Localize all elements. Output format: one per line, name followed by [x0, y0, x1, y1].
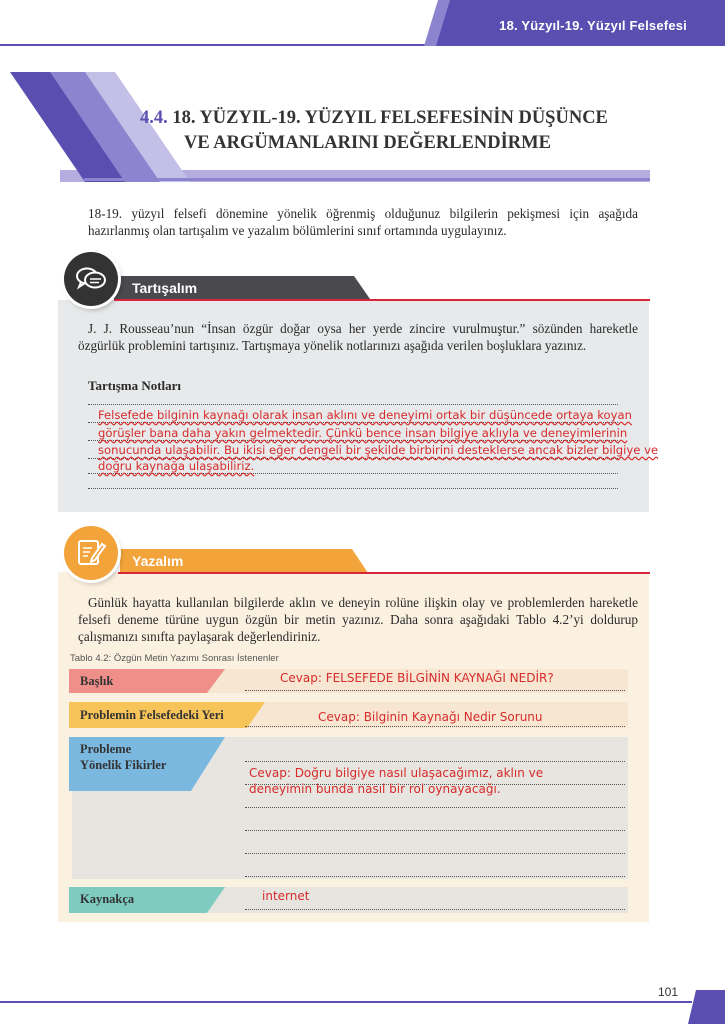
ideas-label-line1: Probleme — [80, 742, 132, 756]
section-title-line1: 18. YÜZYIL-19. YÜZYIL FELSEFESİNİN DÜŞÜNCE — [172, 108, 608, 128]
answer-line — [245, 761, 625, 762]
writing-badge — [64, 526, 118, 580]
writing-prompt: Günlük hayatta kullanılan bilgilerde aklın ve deneyin rolüne ilişkin olay ve problemlerden hareketle felsefi deneme türüne uygun özgün bir metin yazınız. Daha sonra aşağıdaki Tablo 4.2’yi doldurup çalışmanızı sınıfta paylaşarak değerlendiriniz. — [78, 595, 638, 644]
handwritten-note-line: Felsefede bilginin kaynağı olarak insan aklını ve deneyimi ortak bir düşüncede ortaya koyan — [98, 408, 632, 422]
answer-line — [245, 909, 625, 910]
discussion-badge — [64, 252, 118, 306]
ideas-label-line2: Yönelik Fikirler — [80, 758, 167, 772]
answer-line — [245, 876, 625, 877]
discussion-divider — [114, 299, 650, 301]
intro-paragraph: 18-19. yüzyıl felsefi dönemine yönelik öğrenmiş olduğunuz bilgilerin pekişmesi için aşağıda hazırlanmış olan tartışalım ve yazalım bölümlerini sınıf ortamında uygulayınız. — [88, 206, 638, 238]
place-label: Problemin Felsefedeki Yeri — [80, 708, 224, 722]
note-line — [88, 440, 618, 441]
answer-line — [245, 853, 625, 854]
table-caption: Tablo 4.2: Özgün Metin Yazımı Sonrası İstenenler — [70, 653, 279, 664]
note-line — [88, 488, 618, 489]
ideas-answer-line2: deneyimin bunda nasıl bir rol oynayacağı. — [249, 782, 501, 796]
writing-divider — [118, 572, 650, 574]
section-title-line2: VE ARGÜMANLARINI DEĞERLENDİRME — [184, 133, 551, 153]
header-title: 18. Yüzyıl-19. Yüzyıl Felsefesi — [499, 18, 687, 33]
answer-line — [245, 807, 625, 808]
note-line — [88, 473, 618, 474]
answer-line — [245, 830, 625, 831]
handwritten-note-line: görüşler bana daha yakın gelmektedir. Çünkü bence insan bilgiye aklıyla ve deneyimlerinin — [98, 426, 628, 440]
writing-label: Yazalım — [132, 553, 184, 569]
footer-line — [0, 1001, 692, 1003]
place-answer: Cevap: Bilginin Kaynağı Nedir Sorunu — [318, 710, 543, 724]
section-title — [140, 106, 640, 156]
handwritten-note-line: sonucunda ulaşabilir. Bu ikisi eğer dengeli bir şekilde birbirini desteklerse ancak bizler bilgiye ve — [98, 443, 659, 457]
discussion-prompt: J. J. Rousseau’nun “İnsan özgür doğar oysa her yerde zincire vurulmuştur.” sözünden hareketle özgürlük problemini tartışınız. Tartışmaya yönelik notlarınızı aşağıda verilen boşluklara yazınız. — [78, 321, 638, 353]
section-number: 4.4. — [140, 108, 168, 128]
answer-line — [245, 726, 625, 727]
refs-answer: internet — [262, 889, 310, 903]
speech-bubbles-icon — [64, 252, 118, 306]
note-line — [88, 422, 618, 423]
ideas-answer-line1: Cevap: Doğru bilgiye nasıl ulaşacağımız, aklın ve — [249, 766, 544, 780]
notes-title: Tartışma Notları — [88, 378, 182, 393]
title-answer: Cevap: FELSEFEDE BİLGİNİN KAYNAĞI NEDİR? — [280, 671, 554, 685]
refs-label: Kaynakça — [80, 892, 135, 906]
discussion-label: Tartışalım — [132, 280, 198, 296]
note-line — [88, 404, 618, 405]
handwritten-note-line: doğru kaynağa ulaşabiliriz. — [98, 459, 255, 473]
pencil-note-icon — [64, 526, 118, 580]
footer-tab — [688, 990, 725, 1024]
page-number: 101 — [658, 985, 679, 999]
answer-line — [245, 690, 625, 691]
title-label: Başlık — [80, 674, 114, 688]
